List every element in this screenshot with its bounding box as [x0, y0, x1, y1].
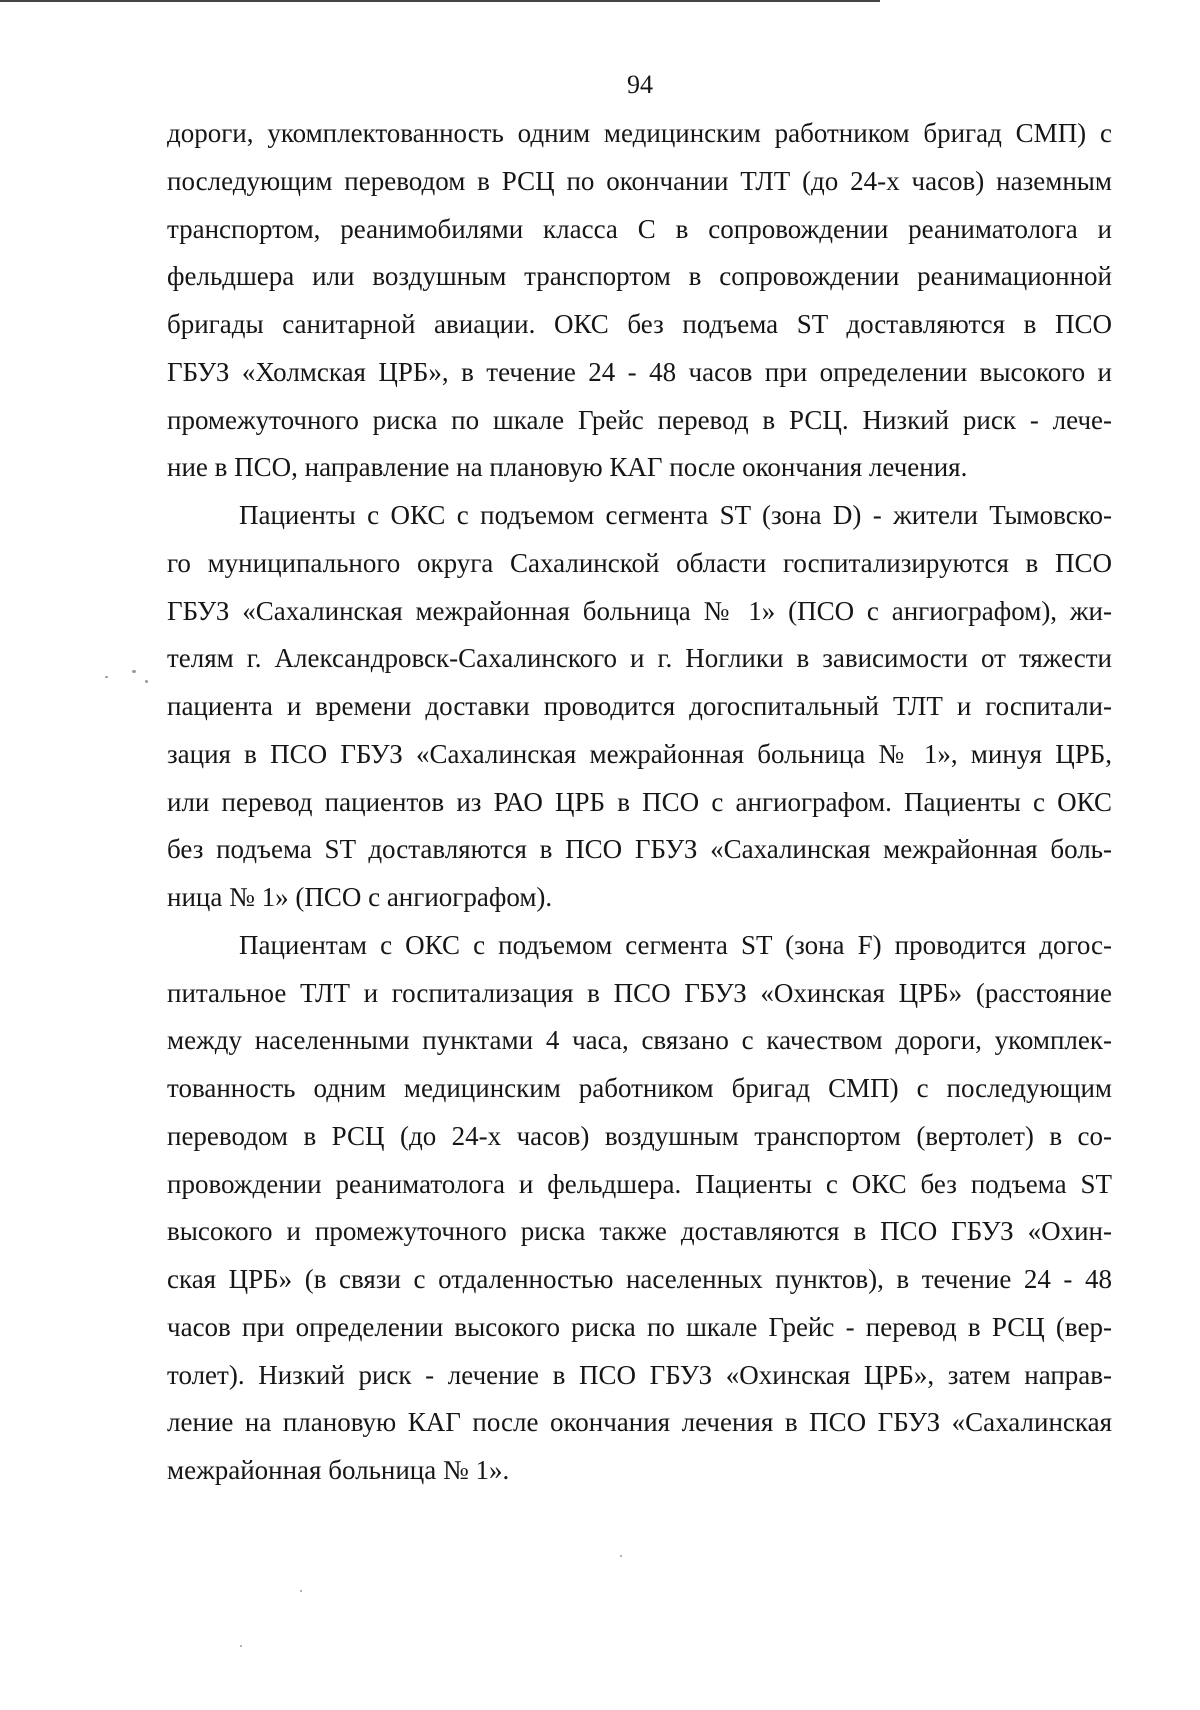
text-line: высокого и промежуточного риска также доставляются в ПСО ГБУЗ «Охин- [167, 1216, 1112, 1247]
scan-speck [145, 680, 148, 683]
text-line: переводом в РСЦ (до 24-х часов) воздушным транспортом (вертолет) в со- [167, 1120, 1112, 1151]
paragraph-1 [167, 110, 1112, 492]
text-line: ние в ПСО, направление на плановую КАГ после окончания лечения. [167, 452, 968, 483]
text-line: последующим переводом в РСЦ по окончании ТЛТ (до 24-х часов) наземным [167, 165, 1112, 196]
text-line: зация в ПСО ГБУЗ «Сахалинская межрайонная больница № 1», минуя ЦРБ, [167, 738, 1112, 769]
scan-speck [132, 670, 136, 673]
text-line: между населенными пунктами 4 часа, связано с качеством дороги, укомплек- [167, 1025, 1112, 1056]
text-line: пациента и времени доставки проводится догоспитальный ТЛТ и госпитали- [167, 691, 1112, 721]
text-line: или перевод пациентов из РАО ЦРБ в ПСО с ангиографом. Пациенты с ОКС [167, 786, 1112, 817]
text-line: Пациенты с ОКС с подъемом сегмента ST (зона D) - жители Тымовско- [239, 500, 1112, 530]
text-line: ление на плановую КАГ после окончания лечения в ПСО ГБУЗ «Сахалинская [167, 1407, 1112, 1438]
text-line: дороги, укомплектованность одним медицинским работником бригад СМП) с [167, 118, 1112, 148]
scan-speck [240, 1645, 242, 1647]
text-line: ская ЦРБ» (в связи с отдаленностью населенных пунктов), в течение 24 - 48 [167, 1264, 1112, 1294]
body-text [167, 110, 1112, 1495]
text-line: межрайонная больница № 1». [167, 1455, 510, 1485]
text-line: толет). Низкий риск - лечение в ПСО ГБУЗ «Охинская ЦРБ», затем направ- [167, 1359, 1112, 1390]
scan-speck [300, 1590, 302, 1592]
text-line: питальное ТЛТ и госпитализация в ПСО ГБУЗ «Охинская ЦРБ» (расстояние [167, 977, 1112, 1008]
scan-speck [105, 676, 108, 678]
scan-speck [620, 1555, 622, 1557]
text-line: транспортом, реанимобилями класса С в сопровождении реаниматолога и [167, 213, 1112, 244]
scan-top-edge [0, 0, 880, 2]
paragraph-3 [167, 922, 1112, 1495]
text-line: фельдшера или воздушным транспортом в сопровождении реанимационной [167, 261, 1112, 292]
text-line: ница № 1» (ПСО с ангиографом). [167, 882, 553, 912]
text-line: ГБУЗ «Сахалинская межрайонная больница № 1» (ПСО с ангиографом), жи- [167, 595, 1112, 626]
text-line: промежуточного риска по шкале Грейс перевод в РСЦ. Низкий риск - лече- [167, 404, 1112, 435]
page-number: 94 [627, 70, 653, 99]
text-line: тованность одним медицинским работником бригад СМП) с последующим [167, 1073, 1112, 1103]
text-line: Пациентам с ОКС с подъемом сегмента ST (зона F) проводится догос- [239, 929, 1112, 960]
text-line: ГБУЗ «Холмская ЦРБ», в течение 24 - 48 часов при определении высокого и [167, 356, 1112, 387]
text-line: бригады санитарной авиации. ОКС без подъема ST доставляются в ПСО [167, 309, 1112, 339]
text-line: часов при определении высокого риска по шкале Грейс - перевод в РСЦ (вер- [167, 1311, 1112, 1342]
text-line: без подъема ST доставляются в ПСО ГБУЗ «Сахалинская межрайонная боль- [167, 834, 1112, 865]
text-line: телям г. Александровск-Сахалинского и г. Ноглики в зависимости от тяжести [167, 643, 1112, 674]
text-line: провождении реаниматолога и фельдшера. Пациенты с ОКС без подъема ST [167, 1168, 1112, 1199]
paragraph-2 [167, 492, 1112, 922]
text-line: го муниципального округа Сахалинской области госпитализируются в ПСО [167, 547, 1112, 578]
